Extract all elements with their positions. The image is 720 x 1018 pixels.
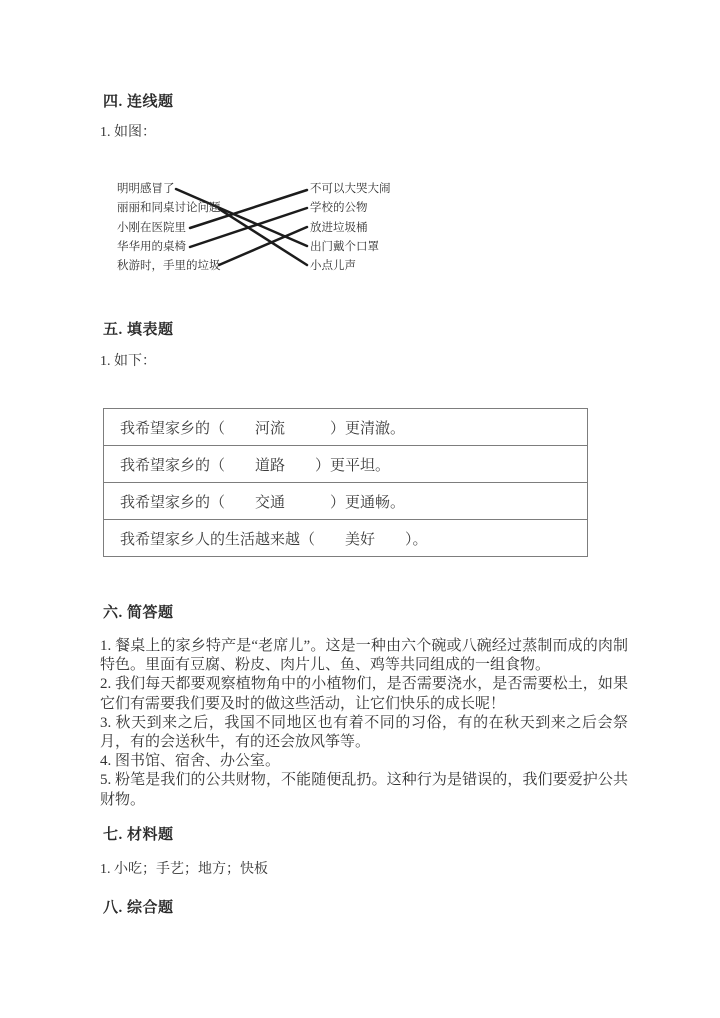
matching-diagram (100, 170, 480, 282)
matching-right-item: 放进垃圾桶 (310, 222, 368, 234)
section-seven-heading: 七. 材料题 (103, 827, 174, 843)
short-answer-item: 4. 图书馆、宿舍、办公室。 (100, 753, 281, 770)
short-answer-item: 5. 粉笔是我们的公共财物，不能随便乱扔。这种行为是错误的，我们要爱护公共财物。 (100, 772, 628, 808)
matching-right-item: 学校的公物 (310, 202, 368, 214)
matching-right-item: 出门戴个口罩 (310, 241, 379, 253)
matching-instruction: 1. 如图： (100, 125, 156, 140)
short-answer-item: 1. 餐桌上的家乡特产是“老席儿”。这是一种由六个碗或八碗经过蒸制而成的肉制特色。里面有豆腐、粉皮、肉片儿、鱼、鸡等共同组成的一组食物。 (100, 638, 628, 674)
table-row (104, 446, 588, 483)
short-answer-block (100, 637, 628, 810)
section-six-heading: 六. 简答题 (103, 605, 174, 621)
section-five-heading: 五. 填表题 (103, 322, 174, 338)
matching-left-item: 小刚在医院里 (117, 222, 186, 234)
table-cell: 我希望家乡的（ 道路 ）更平坦。 (104, 446, 588, 483)
matching-left-item: 秋游时，手里的垃圾 (117, 260, 221, 272)
matching-right-item: 不可以大哭大闹 (310, 183, 391, 195)
short-answer-item: 3. 秋天到来之后，我国不同地区也有着不同的习俗，有的在秋天到来之后会祭月，有的会送秋牛，有的还会放风筝等。 (100, 714, 628, 751)
matching-left-item: 明明感冒了 (117, 183, 175, 195)
section-eight-heading: 八. 综合题 (103, 900, 174, 916)
matching-left-item: 丽丽和同桌讨论问题 (117, 202, 221, 214)
table-cell: 我希望家乡的（ 河流 ）更清澈。 (104, 409, 588, 446)
short-answer-item: 2. 我们每天都要观察植物角中的小植物们，是否需要浇水，是否需要松土，如果它们有需要我们要及时的做这些活动，让它们快乐的成长呢！ (100, 676, 628, 712)
table-row (104, 409, 588, 446)
table-row (104, 483, 588, 520)
material-item: 1. 小吃；手艺；地方；快板 (100, 862, 268, 877)
matching-left-item: 华华用的桌椅 (117, 241, 186, 253)
table-cell: 我希望家乡的（ 交通 ）更通畅。 (104, 483, 588, 520)
fill-table (103, 408, 588, 557)
matching-right-item: 小点儿声 (310, 260, 356, 272)
match-line-discuss-quiet (219, 209, 307, 265)
table-row (104, 520, 588, 557)
section-four-heading: 四. 连线题 (103, 94, 174, 110)
fill-table-instruction: 1. 如下： (100, 354, 156, 369)
table-cell: 我希望家乡人的生活越来越（ 美好 ）。 (104, 520, 588, 557)
